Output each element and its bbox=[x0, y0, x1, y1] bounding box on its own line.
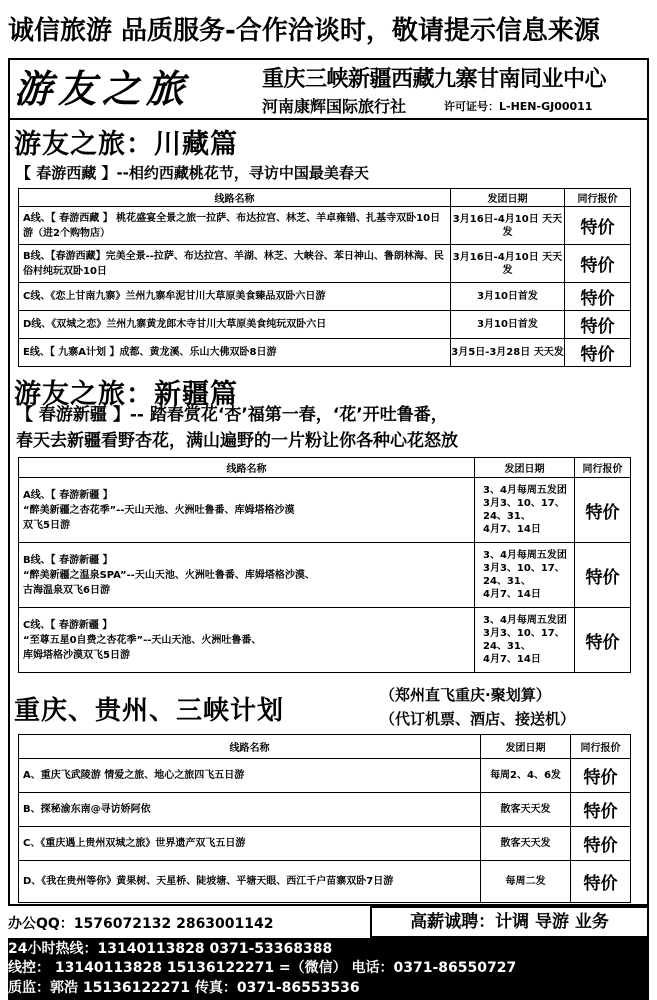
license-number: 许可证号：L-HEN-GJ00011 bbox=[444, 100, 593, 113]
departure-date bbox=[475, 478, 575, 543]
date-line: 3月3、10、17、 bbox=[483, 498, 565, 509]
route-table-xinjiang bbox=[18, 457, 631, 673]
route-name: B线、【春游西藏】完美全景--拉萨、布达拉宫、羊湖、林芝、大峡谷、苯日神山、鲁朗林海、民俗村纯玩双卧10日 bbox=[19, 245, 451, 283]
route-line: “醉美新疆之温泉SPA”--天山天池、火洲吐鲁番、库姆塔格沙漠、 bbox=[23, 569, 315, 581]
route-line: B线、【 春游新疆 】 bbox=[23, 554, 113, 566]
date-line: 3、4月每周五发团 bbox=[483, 485, 567, 496]
section-subtitle-xinjiang-line1: 【 春游新疆 】-- 踏春赏花‘杏’福第一春，‘花’开吐鲁番， bbox=[16, 405, 448, 425]
header-title: 重庆三峡新疆西藏九寨甘南同业中心 bbox=[262, 67, 607, 92]
route-name: D线、《双城之恋》兰州九寨黄龙郎木寺甘川大草原美食纯玩双卧六日 bbox=[19, 311, 451, 339]
route-line: 古海温泉双飞6日游 bbox=[23, 584, 110, 596]
table-row bbox=[19, 339, 631, 367]
price-label: 特价 bbox=[575, 478, 631, 543]
route-name: C线、《恋上甘南九寨》兰州九寨牟泥甘川大草原美食臻品双卧六日游 bbox=[19, 283, 451, 311]
route-line: “至尊五星0自费之杏花季”--天山天池、火洲吐鲁番、 bbox=[23, 634, 262, 646]
table-row bbox=[19, 478, 631, 543]
table-row bbox=[19, 827, 631, 861]
price-label: 特价 bbox=[565, 283, 631, 311]
departure-date: 3月5日-3月28日 天天发 bbox=[451, 339, 565, 367]
table-row bbox=[19, 793, 631, 827]
section-title-sichuan-tibet: 游友之旅：川藏篇 bbox=[14, 129, 238, 160]
date-line: 3月3、10、17、 bbox=[483, 628, 565, 639]
quality-supervisor-contact: 质监：郭浩 15136122271 传真：0371-86553536 bbox=[8, 980, 360, 996]
price-label: 特价 bbox=[565, 245, 631, 283]
section-subtitle-xinjiang-line2: 春天去新疆看野杏花，满山遍野的一片粉让你各种心花怒放 bbox=[16, 431, 458, 451]
route-line: C线、【 春游新疆 】 bbox=[23, 619, 113, 631]
departure-date bbox=[475, 543, 575, 608]
price-label: 特价 bbox=[571, 827, 631, 861]
line-control-contact: 线控： 13140113828 15136122271 =（微信） 电话：0371-86550727 bbox=[8, 960, 517, 976]
route-name: A线、【 春游西藏 】 桃花盛宴全景之旅一拉萨、布达拉宫、林芝、羊卓雍错、扎基寺双卧10日游（进2个购物店） bbox=[19, 207, 451, 245]
route-name: E线、【 九寨A计划 】成都、黄龙溪、乐山大佛双卧8日游 bbox=[19, 339, 451, 367]
departure-date: 3月16日-4月10日 天天发 bbox=[451, 207, 565, 245]
hotline: 24小时热线：13140113828 0371-53368388 bbox=[8, 941, 333, 957]
column-header-route: 线路名称 bbox=[19, 189, 451, 207]
price-label: 特价 bbox=[565, 207, 631, 245]
departure-date: 3月10日首发 bbox=[451, 283, 565, 311]
note-booking-services: （代订机票、酒店、接送机） bbox=[380, 710, 576, 728]
departure-date: 3月16日-4月10日 天天发 bbox=[451, 245, 565, 283]
departure-date: 每周2、4、6发 bbox=[481, 759, 571, 793]
departure-date: 散客天天发 bbox=[481, 793, 571, 827]
table-row bbox=[19, 207, 631, 245]
departure-date: 每周二发 bbox=[481, 861, 571, 903]
column-header-route: 线路名称 bbox=[19, 458, 475, 478]
route-line: 库姆塔格沙漠双飞5日游 bbox=[23, 649, 130, 661]
route-name: D、《我在贵州等你》黄果树、天星桥、陡坡塘、平塘天眼、西江千户苗寨双卧7日游 bbox=[19, 861, 481, 903]
route-name bbox=[19, 608, 475, 673]
note-direct-flight: （郑州直飞重庆·聚划算） bbox=[380, 686, 551, 704]
departure-date: 散客天天发 bbox=[481, 827, 571, 861]
price-label: 特价 bbox=[575, 543, 631, 608]
header bbox=[8, 60, 649, 120]
column-header-route: 线路名称 bbox=[19, 735, 481, 759]
date-line: 24、31、 bbox=[483, 641, 531, 652]
column-header-price: 同行报价 bbox=[565, 189, 631, 207]
route-line: A线、【 春游新疆 】 bbox=[23, 489, 113, 501]
top-banner: 诚信旅游 品质服务-合作洽谈时，敬请提示信息来源 bbox=[8, 16, 600, 46]
table-row bbox=[19, 861, 631, 903]
route-line: “醉美新疆之杏花季”--天山天池、火洲吐鲁番、库姆塔格沙漠 bbox=[23, 504, 295, 516]
date-line: 3、4月每周五发团 bbox=[483, 550, 567, 561]
date-line: 4月7、14日 bbox=[483, 589, 541, 600]
date-line: 4月7、14日 bbox=[483, 654, 541, 665]
price-label: 特价 bbox=[571, 759, 631, 793]
office-qq: 办公QQ：1576072132 2863001142 bbox=[8, 916, 274, 932]
section-title-xinjiang: 游友之旅：新疆篇 bbox=[14, 379, 238, 410]
date-line: 4月7、14日 bbox=[483, 524, 541, 535]
date-line: 24、31、 bbox=[483, 576, 531, 587]
route-table-chongqing-guizhou bbox=[18, 734, 631, 903]
section-subtitle-sichuan-tibet: 【 春游西藏 】--相约西藏桃花节，寻访中国最美春天 bbox=[16, 164, 369, 182]
price-label: 特价 bbox=[565, 339, 631, 367]
column-header-date: 发团日期 bbox=[451, 189, 565, 207]
section-title-chongqing-guizhou: 重庆、贵州、三峡计划 bbox=[14, 696, 285, 726]
table-row bbox=[19, 283, 631, 311]
route-name: A、重庆飞武陵游 情爱之旅、地心之旅四飞五日游 bbox=[19, 759, 481, 793]
brand-logo: 游友之旅 bbox=[14, 66, 191, 111]
departure-date bbox=[475, 608, 575, 673]
column-header-price: 同行报价 bbox=[575, 458, 631, 478]
route-name: C、《重庆遇上贵州双城之旅》世界遗产双飞五日游 bbox=[19, 827, 481, 861]
date-line: 3月3、10、17、 bbox=[483, 563, 565, 574]
table-row bbox=[19, 543, 631, 608]
route-name: B、探秘渝东南@寻访娇阿依 bbox=[19, 793, 481, 827]
route-name bbox=[19, 478, 475, 543]
agency-name: 河南康辉国际旅行社 bbox=[262, 97, 407, 116]
table-row bbox=[19, 245, 631, 283]
route-line: 双飞5日游 bbox=[23, 519, 70, 531]
column-header-date: 发团日期 bbox=[481, 735, 571, 759]
date-line: 3、4月每周五发团 bbox=[483, 615, 567, 626]
table-row bbox=[19, 608, 631, 673]
recruitment-banner: 高薪诚聘：计调 导游 业务 bbox=[370, 906, 649, 938]
column-header-price: 同行报价 bbox=[571, 735, 631, 759]
table-row bbox=[19, 759, 631, 793]
price-label: 特价 bbox=[565, 311, 631, 339]
column-header-date: 发团日期 bbox=[475, 458, 575, 478]
route-name bbox=[19, 543, 475, 608]
table-row bbox=[19, 311, 631, 339]
price-label: 特价 bbox=[571, 793, 631, 827]
price-label: 特价 bbox=[571, 861, 631, 903]
route-table-sichuan-tibet bbox=[18, 188, 631, 367]
departure-date: 3月10日首发 bbox=[451, 311, 565, 339]
price-label: 特价 bbox=[575, 608, 631, 673]
date-line: 24、31、 bbox=[483, 511, 531, 522]
